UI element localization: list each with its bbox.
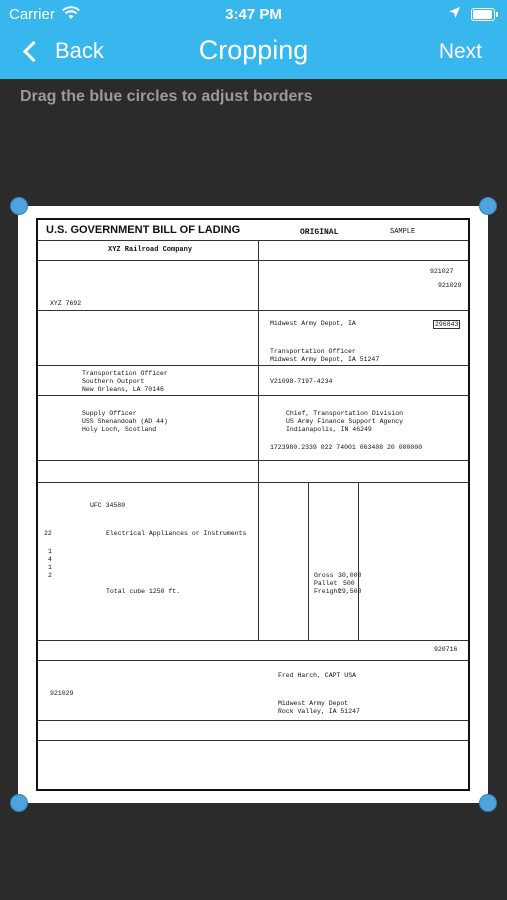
form-weight-freight: 29,500 [338,588,362,595]
bill-of-lading-form [36,218,470,791]
form-line-total: Total cube 1250 ft. [106,588,181,595]
crop-handle-bottom-left[interactable] [10,794,28,812]
form-pieces-2: 1 [48,548,52,555]
status-bar [0,0,507,28]
form-weight-pallet: 500 [343,580,355,587]
form-consignee-outport: Southern Outport [82,378,145,385]
form-consignee-officer: Transportation Officer [82,370,168,377]
clock: 3:47 PM [225,6,282,23]
form-car-number: XYZ 7692 [50,300,82,307]
page-title: Cropping [198,35,309,65]
form-shipper-officer: Transportation Officer [270,348,356,355]
form-date-issued: 921029 [438,282,462,289]
form-agent-depot: Midwest Army Depot [278,700,349,707]
form-pieces-5: 2 [48,572,52,579]
form-destination-port: Holy Loch, Scotland [82,426,157,433]
form-destination-supply: Supply Officer [82,410,137,417]
document-preview [18,206,488,803]
form-date-furnished: 921027 [430,268,454,275]
form-appropriation: 1723980.2339 022 74001 063408 20 000000 [270,444,423,451]
form-pieces-3: 4 [48,556,52,563]
form-weight-label-gross: Gross [314,572,334,579]
form-carrier: XYZ Railroad Company [108,246,193,254]
location-arrow-icon [448,6,461,19]
form-original: ORIGINAL [300,228,339,237]
form-pieces-1: 22 [44,530,52,537]
battery-icon [471,8,495,21]
form-weight-gross: 30,000 [338,572,362,579]
form-agent-date: 921029 [50,690,74,697]
crop-handle-top-right[interactable] [479,197,497,215]
crop-handle-top-left[interactable] [10,197,28,215]
form-line-description: Electrical Appliances or Instruments [106,530,247,537]
form-weight-label-pallet: Pallet [314,580,338,587]
form-sample: SAMPLE [390,228,416,236]
crop-handle-bottom-right[interactable] [479,794,497,812]
form-agent: Fred Harch, CAPT USA [278,672,357,679]
form-consignee-city: New Orleans, LA 70146 [82,386,164,393]
form-pieces-4: 1 [48,564,52,571]
carrier-label: Carrier [9,6,55,23]
form-marks: V21098-7197-4234 [270,378,333,385]
form-destination-vessel: USS Shenandoah (AD 44) [82,418,168,425]
form-bill-to-2: US Army Finance Support Agency [286,418,404,425]
form-title: U.S. GOVERNMENT BILL OF LADING [46,224,241,236]
form-footer-date: 920716 [434,646,458,653]
form-gbl-number: 296843 [435,321,459,328]
form-line-ufc: UFC 34580 [90,502,126,509]
form-shipper: Midwest Army Depot, IA [270,320,356,327]
form-weight-label-freight: Freight [314,588,342,595]
back-label: Back [55,38,104,63]
form-shipper-depot: Midwest Army Depot, IA 51247 [270,356,380,363]
instruction-text: Drag the blue circles to adjust borders [20,88,313,105]
form-bill-to-1: Chief, Transportation Division [286,410,404,417]
navigation-bar [0,0,507,79]
form-bill-to-3: Indianapolis, IN 46249 [286,426,372,433]
next-button[interactable]: Next [438,40,482,63]
form-agent-city: Rock Valley, IA 51247 [278,708,360,715]
